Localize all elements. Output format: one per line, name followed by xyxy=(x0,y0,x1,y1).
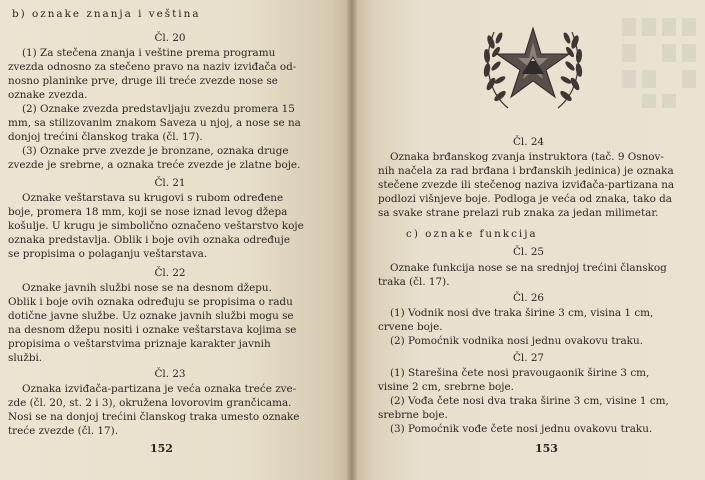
article-heading-27: Čl. 27 xyxy=(512,352,545,364)
text-line: visine 2 cm, srebrne boje. xyxy=(378,381,514,393)
text-line: zde (čl. 20, st. 2 i 3), okružena lovorovim grančicama. xyxy=(8,397,292,409)
text-line: (3) Pomoćnik vođe čete nosi jednu ovakovu traku. xyxy=(390,423,653,435)
star-laurel-emblem-icon xyxy=(478,12,588,118)
text-line: crvene boje. xyxy=(378,321,443,333)
text-line: zvezda odnosno za stečeno pravo na naziv izviđača od- xyxy=(8,61,297,73)
section-heading-b: b) oznake znanja i veština xyxy=(12,8,201,20)
text-line: nih načela za rad brđana i brđanskih jedinica) je oznaka xyxy=(378,165,674,177)
text-line: nosno planinke prve, druge ili treće zvezde nose se xyxy=(8,75,278,87)
text-line: Oznake funkcija nose se na srednjoj trećini članskog xyxy=(390,262,667,274)
text-line: podlozi višnjeve boje. Podloga je veća od znaka, tako da xyxy=(378,193,672,205)
text-line: (2) Vođa čete nosi dva traka širine 3 cm, visine 1 cm, xyxy=(390,395,669,407)
left-page xyxy=(0,0,352,480)
text-line: (1) Vodnik nosi dve traka širine 3 cm, visina 1 cm, xyxy=(390,307,654,319)
book-gutter xyxy=(346,0,358,480)
article-heading-25: Čl. 25 xyxy=(512,246,545,258)
article-heading-23: Čl. 23 xyxy=(154,368,186,380)
text-line: Oznaka izviđača-partizana je veća oznaka treće zve- xyxy=(22,383,297,395)
bleed-through-pattern xyxy=(618,14,698,110)
text-line: (1) Za stečena znanja i veštine prema programu xyxy=(22,47,276,59)
page-number-right: 153 xyxy=(535,442,558,455)
text-line: Nosi se na donjoj trećini članskog traka umesto oznake xyxy=(8,411,300,423)
page-number-left: 152 xyxy=(150,442,173,455)
text-line: na desnom džepu nositi i oznake veštarstava kojima se xyxy=(8,324,297,336)
text-line: (1) Starešina čete nosi pravougaonik širine 3 cm, xyxy=(390,367,650,379)
text-line: Oznaka brđanskog zvanja instruktora (tač. 9 Osnov- xyxy=(390,151,664,163)
text-line: se propisima o polaganju veštarstava. xyxy=(8,248,208,260)
article-heading-20: Čl. 20 xyxy=(154,32,186,44)
text-line: treće zvezde (čl. 17). xyxy=(8,425,119,437)
text-line: (2) Pomoćnik vodnika nosi jednu ovakovu traku. xyxy=(390,335,643,347)
text-line: zvezde je srebrne, a oznaka treće zvezde je zlatne boje. xyxy=(8,159,301,171)
section-heading-c: c) oznake funkcija xyxy=(406,228,538,240)
text-line: srebrne boje. xyxy=(378,409,448,421)
text-line: Oznake javnih službi nose se na desnom džepu. xyxy=(22,282,272,294)
text-line: sa svake strane prelazi rub znaka za jedan milimetar. xyxy=(378,207,659,219)
text-line: (2) Oznake zvezda predstavljaju zvezdu promera 15 xyxy=(22,103,295,115)
text-line: traka (čl. 17). xyxy=(378,276,450,288)
text-line: propisima o veštarstvima priznaje karakter javnih xyxy=(8,338,271,350)
article-heading-22: Čl. 22 xyxy=(154,267,186,279)
text-line: službi. xyxy=(8,352,43,364)
text-line: stečene zvezde ili stečenog naziva izviđača-partizana na xyxy=(378,179,675,191)
text-line: Oblik i boje ovih oznaka određuju se propisima o radu xyxy=(8,296,293,308)
article-heading-21: Čl. 21 xyxy=(154,177,186,189)
text-line: boje, promera 18 mm, koji se nose iznad levog džepa xyxy=(8,206,288,218)
text-line: mm, sa stilizovanim znakom Saveza u njoj, a nose se na xyxy=(8,117,301,129)
text-line: košulje. U krugu je simbolično označeno veštarstvo koje xyxy=(8,220,304,232)
article-heading-24: Čl. 24 xyxy=(512,136,545,148)
text-line: donjoj trećini članskog traka (čl. 17). xyxy=(8,131,203,143)
text-line: dotične javne službe. Uz oznake javnih službi mogu se xyxy=(8,310,294,322)
text-line: Oznake veštarstava su krugovi s rubom određene xyxy=(22,192,284,204)
text-line: (3) Oznake prve zvezde je bronzane, oznaka druge xyxy=(22,145,289,157)
text-line: oznake zvezda. xyxy=(8,89,88,101)
article-heading-26: Čl. 26 xyxy=(512,292,545,304)
text-line: oznaka predstavlja. Oblik i boje ovih oznaka određuje xyxy=(8,234,290,246)
